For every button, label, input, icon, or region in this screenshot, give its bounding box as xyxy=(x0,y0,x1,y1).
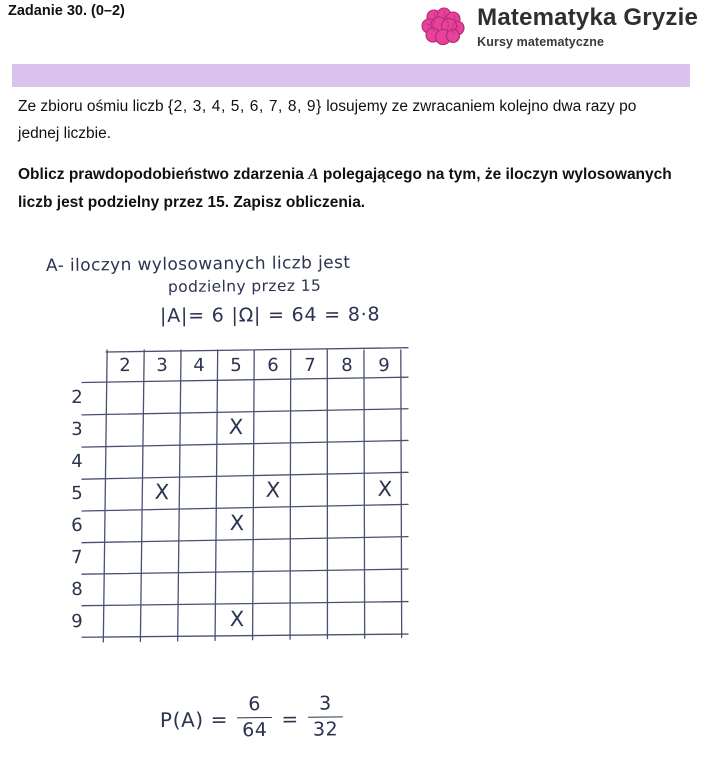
table-row-header-5: 5 xyxy=(71,482,83,505)
fraction1-numerator: 6 xyxy=(248,693,262,716)
fraction-six-sixtyfour xyxy=(237,694,273,741)
prompt-event-variable: A xyxy=(308,166,319,183)
brand-title: Matematyka Gryzie xyxy=(477,4,698,31)
table-row-header-2: 2 xyxy=(71,386,83,409)
prompt-part-2: polegającego na tym, że iloczyn wylosowanych liczb jest podzielny przez 15. Zapisz obliczenia. xyxy=(18,166,672,211)
table-column-header-8: 8 xyxy=(340,354,353,377)
table-column-header-3: 3 xyxy=(155,354,168,377)
table-column-header-9: 9 xyxy=(377,354,390,377)
table-column-header-5: 5 xyxy=(229,354,242,377)
fraction2-bar xyxy=(308,716,343,718)
task-stem-text xyxy=(18,93,678,147)
fraction2-numerator: 3 xyxy=(318,692,332,715)
handwritten-outcome-table xyxy=(60,344,410,664)
brand-logo xyxy=(421,6,698,49)
equals-sign: = xyxy=(281,707,299,732)
fraction2-denominator: 32 xyxy=(312,718,339,741)
table-mark-r5-c3: X xyxy=(154,479,170,505)
table-column-header-2: 2 xyxy=(118,354,131,377)
handwritten-event-definition-line2: podzielny przez 15 xyxy=(167,276,322,296)
fraction1-bar xyxy=(237,717,272,719)
prompt-part-1: Oblicz prawdopodobieństwo zdarzenia xyxy=(18,166,304,183)
fraction1-denominator: 64 xyxy=(242,719,268,742)
table-mark-r5-c9: X xyxy=(377,476,393,502)
brain-icon xyxy=(421,7,465,47)
task-prompt-text xyxy=(18,161,678,217)
brand-text-block xyxy=(477,6,698,49)
probability-label: P(A) = xyxy=(159,707,229,733)
stem-number-set: {2, 3, 4, 5, 6, 7, 8, 9} xyxy=(167,98,322,115)
table-column-header-6: 6 xyxy=(266,354,279,377)
handwritten-cardinalities: |A|= 6 |Ω| = 64 = 8·8 xyxy=(159,303,381,327)
handwritten-event-definition-line1: A- iloczyn wylosowanych liczb jest xyxy=(45,252,351,276)
brand-subtitle: Kursy matematyczne xyxy=(477,35,605,49)
table-row-header-4: 4 xyxy=(71,450,83,473)
stem-part-2: losujemy ze zwracaniem kolejno dwa razy po jednej liczbie. xyxy=(18,98,637,142)
table-mark-r5-c6: X xyxy=(265,478,282,503)
stem-part-1: Ze zbioru ośmiu liczb xyxy=(18,98,164,115)
table-column-header-7: 7 xyxy=(303,354,316,377)
table-row-header-8: 8 xyxy=(70,578,84,601)
handwritten-final-probability xyxy=(159,692,344,743)
table-mark-r6-c5: X xyxy=(229,510,245,536)
table-mark-r3-c5: X xyxy=(227,414,244,440)
task-header-band xyxy=(12,64,690,87)
task-number-label: Zadanie 30. (0–2) xyxy=(8,3,125,19)
table-row-header-7: 7 xyxy=(70,546,84,569)
table-row-header-3: 3 xyxy=(71,418,83,441)
table-row-header-9: 9 xyxy=(70,610,84,633)
fraction-three-thirtytwo xyxy=(308,693,344,740)
table-row-header-6: 6 xyxy=(70,514,84,537)
table-mark-r9-c5: X xyxy=(229,606,244,632)
table-column-header-4: 4 xyxy=(192,354,205,377)
